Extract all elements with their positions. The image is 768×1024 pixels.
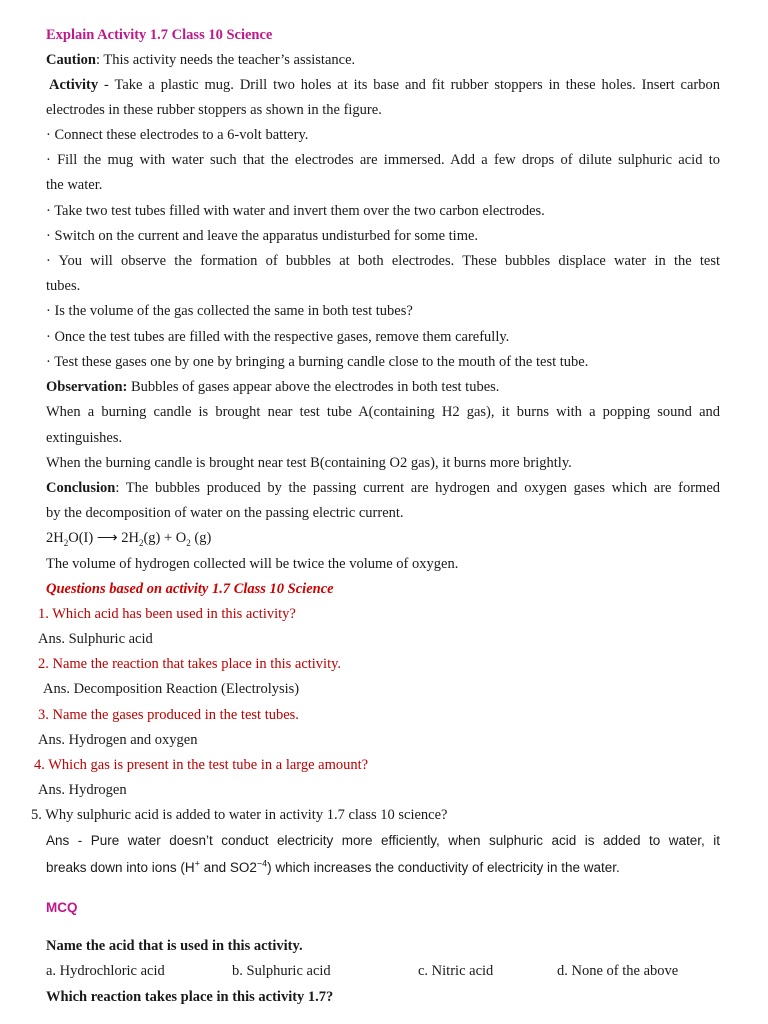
observation-para-2-line-1: When a burning candle is brought near test tube A(containing H2 gas), it burns with a popping sound and [46,404,720,420]
mcq-option-c: c. Nitric acid [418,963,494,979]
observation-text: Bubbles of gases appear above the electrodes in both test tubes. [127,379,500,395]
answer-1: Ans. Sulphuric acid [38,631,153,647]
activity-line-2: electrodes in these rubber stoppers as shown in the figure. [46,102,382,118]
mcq-heading: MCQ [46,900,78,915]
activity-text: - Take a plastic mug. Drill two holes at its base and fit rubber stoppers in these holes. Insert carbon [98,77,720,93]
step-7: · Once the test tubes are filled with the respective gases, remove them carefully. [46,329,510,345]
observation-para-2-line-2: extinguishes. [46,430,123,446]
conclusion-label: Conclusion [46,480,116,496]
mcq-option-b: b. Sulphuric acid [232,963,331,979]
answer-5-text: and SO2 [199,860,257,875]
equation-subscript: 2 [186,537,191,548]
mcq-question-2-text: Which reaction takes place in this activity 1.7? [46,989,334,1005]
step-2-line-1: · Fill the mug with water such that the electrodes are immersed. Add a few drops of dilute sulphuric acid to [46,152,720,168]
mcq-option-a: a. Hydrochloric acid [46,963,165,979]
activity-line-1 [49,76,720,94]
chemical-equation [46,529,720,547]
equation-subscript: 2 [138,537,144,548]
step-3: · Take two test tubes filled with water and invert them over the two carbon electrodes. [46,203,545,219]
question-3: 3. Name the gases produced in the test tubes. [38,707,299,723]
answer-5-line-2 [46,859,720,877]
conclusion-line-2: by the decomposition of water on the passing electric current. [46,505,404,521]
observation-label: Observation: [46,379,128,395]
equation-part: (g) [190,530,212,546]
step-5-line-2: tubes. [46,278,81,294]
mcq-question-1-text: Name the acid that is used in this activity. [46,938,303,954]
question-1: 1. Which acid has been used in this activity? [38,606,296,622]
mcq-option-d: d. None of the above [557,963,679,979]
equation-subscript: 2 [63,537,69,548]
question-5: 5. Why sulphuric acid is added to water in activity 1.7 class 10 science? [31,807,448,823]
question-4: 4. Which gas is present in the test tube in a large amount? [34,757,369,773]
caution-label: Caution [46,52,96,68]
answer-3: Ans. Hydrogen and oxygen [38,732,198,748]
step-6: · Is the volume of the gas collected the same in both test tubes? [46,303,413,319]
observation-line [46,378,720,396]
activity-label: Activity [49,77,99,93]
step-2-line-2: the water. [46,177,103,193]
equation-part: O(I) ⟶ 2H [68,530,139,546]
observation-para-3: When the burning candle is brought near test B(containing O2 gas), it burns more brightly. [46,455,572,471]
equation-part: 2H [46,530,64,546]
question-2: 2. Name the reaction that takes place in this activity. [38,656,342,672]
volume-note: The volume of hydrogen collected will be twice the volume of oxygen. [46,556,459,572]
answer-5-superscript: −4 [256,858,268,869]
answer-2: Ans. Decomposition Reaction (Electrolysis) [43,681,300,697]
mcq-question-2 [46,988,720,1006]
answer-4: Ans. Hydrogen [38,782,127,798]
step-5-line-1: · You will observe the formation of bubbles at both electrodes. These bubbles displace water in the test [46,253,720,269]
questions-heading: Questions based on activity 1.7 Class 10 Science [46,581,334,597]
conclusion-text: : The bubbles produced by the passing current are hydrogen and oxygen gases which are formed [115,480,720,496]
step-8: · Test these gases one by one by bringing a burning candle close to the mouth of the test tube. [46,354,589,370]
answer-5-line-1: Ans - Pure water doesn’t conduct electricity more efficiently, when sulphuric acid is added to water, it [46,833,720,848]
page-title: Explain Activity 1.7 Class 10 Science [46,27,273,43]
answer-5-superscript: + [194,858,200,869]
step-1: · Connect these electrodes to a 6-volt battery. [46,127,309,143]
caution-line [46,51,720,69]
conclusion-line-1 [46,479,720,497]
mcq-question-1 [46,937,720,955]
caution-text: : This activity needs the teacher’s assistance. [95,52,356,68]
equation-part: (g) + O [143,530,187,546]
answer-5-text: ) which increases the conductivity of electricity in the water. [267,860,620,875]
step-4: · Switch on the current and leave the apparatus undisturbed for some time. [46,228,479,244]
answer-5-text: breaks down into ions (H [46,860,195,875]
